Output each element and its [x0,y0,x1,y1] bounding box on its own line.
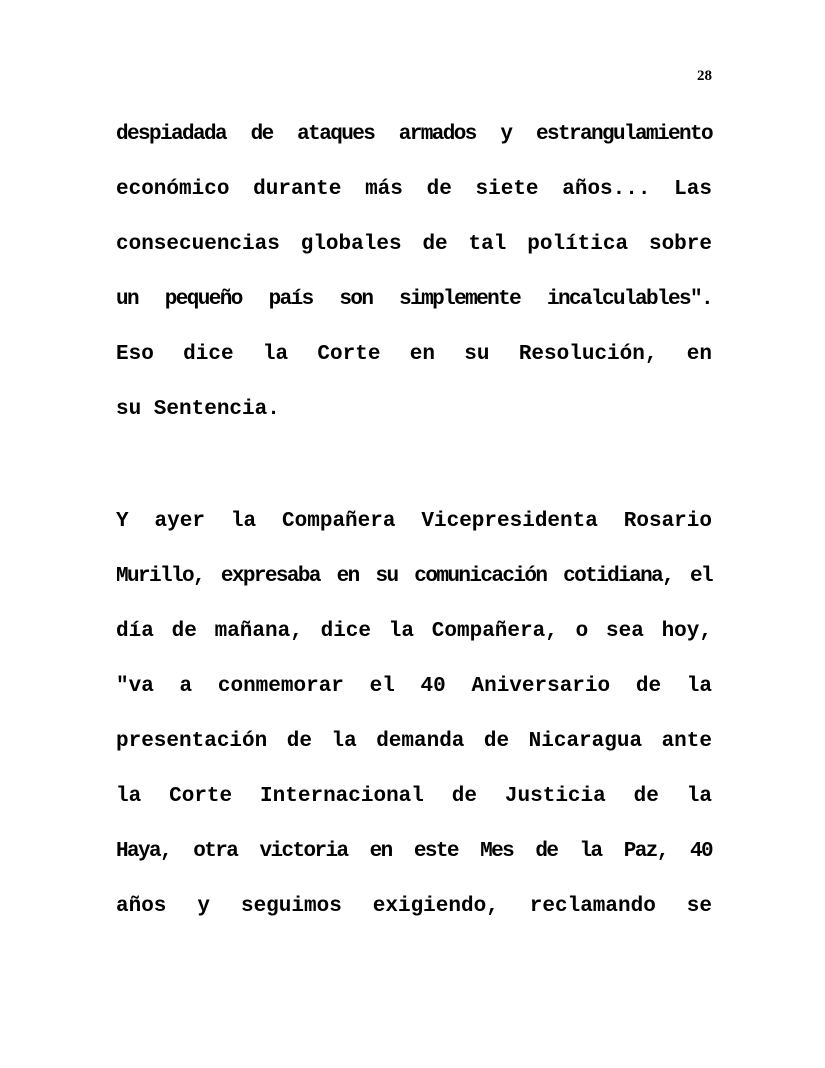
text-line: presentación de la demanda de Nicaragua ante [116,730,712,753]
text-line: su Sentencia. [116,398,280,421]
text-line: un pequeño país son simplemente incalculables". [116,288,712,311]
text-line: despiadada de ataques armados y estrangulamiento [116,123,712,146]
paragraph-2 [116,503,712,943]
text-line: Eso dice la Corte en su Resolución, en [116,343,712,366]
text-line: económico durante más de siete años... Las [116,178,712,201]
paragraph-1 [116,116,712,446]
page-number: 28 [697,68,712,84]
text-line: día de mañana, dice la Compañera, o sea hoy, [116,620,712,643]
text-line: Haya, otra victoria en este Mes de la Paz, 40 [116,840,712,863]
text-line: años y seguimos exigiendo, reclamando se [116,895,712,918]
text-line: "va a conmemorar el 40 Aniversario de la [116,675,712,698]
text-line: consecuencias globales de tal política sobre [116,233,712,256]
text-line: Murillo, expresaba en su comunicación cotidiana, el [116,565,712,588]
text-line: la Corte Internacional de Justicia de la [116,785,712,808]
text-line: Y ayer la Compañera Vicepresidenta Rosario [116,510,712,533]
